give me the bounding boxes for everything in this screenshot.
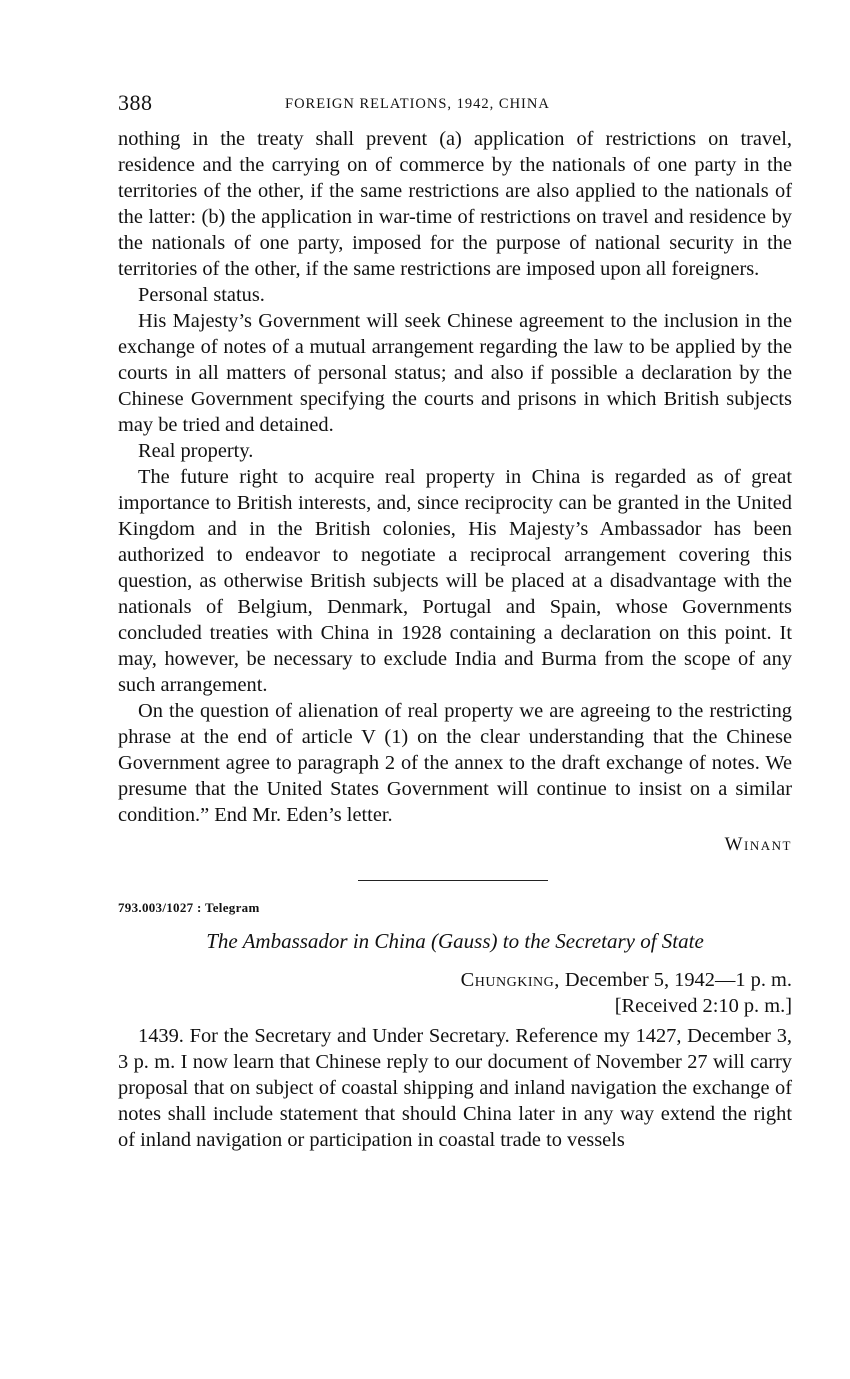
section-divider xyxy=(358,880,548,881)
paragraph-alienation: On the question of alienation of real property we are agreeing to the restricting phrase at the end of article V (1) on the clear understanding that the Chinese Government agree to paragraph 2 of the annex to the draft exchange of notes. We presume that the United States Government will continue to insist on a similar condition.” End Mr. Eden’s letter. xyxy=(118,700,792,826)
signature: Winant xyxy=(724,834,792,855)
dateline xyxy=(118,967,792,993)
received-time: [Received 2:10 p. m.] xyxy=(614,995,792,1017)
page-number: 388 xyxy=(118,90,153,115)
paragraph-personal-status: His Majesty’s Government will seek Chinese agreement to the inclusion in the exchange of notes of a mutual arrangement regarding the law to be applied by the courts in all matters of personal status; and also if possible a declaration by the Chinese Government specifying the courts and prisons in which British subjects may be tried and detained. xyxy=(118,310,792,436)
telegram-body: 1439. For the Secretary and Under Secretary. Reference my 1427, December 3, 3 p. m. I now learn that Chinese reply to our document of November 27 will carry proposal that on subject of coastal shipping and inland navigation the exchange of notes shall include statement that should China later in any way extend the right of inland navigation or participation in coastal trade to vessels xyxy=(118,1025,792,1151)
dateline-place: Chungking, xyxy=(460,969,560,991)
heading-personal-status: Personal status. xyxy=(138,284,265,306)
dateline-date: December 5, 1942—1 p. m. xyxy=(559,969,792,991)
page-header xyxy=(118,90,792,126)
document-title: The Ambassador in China (Gauss) to the Secretary of State xyxy=(206,929,704,953)
file-reference: 793.003/1027 : Telegram xyxy=(118,900,260,915)
paragraph-real-property: The future right to acquire real property in China is regarded as of great importance to British interests, and, since reciprocity can be granted in the United Kingdom and in the British colonies, His Majesty’s Ambassador has been authorized to endeavor to negotiate a reciprocal arrangement covering this question, as otherwise British subjects will be placed at a disadvantage with the nationals of Belgium, Denmark, Portugal and Spain, whose Governments concluded treaties with China in 1928 containing a declaration on this point. It may, however, be necessary to exclude India and Burma from the scope of any such arrangement. xyxy=(118,466,792,696)
paragraph-restrictions: nothing in the treaty shall prevent (a) application of restrictions on travel, residence and the carrying on of commerce by the nationals of one party in the territories of the other, if the same restrictions are also applied to the nationals of the latter: (b) the application in war-time of restrictions on travel and residence by the nationals of one party, imposed for the purpose of national security in the territories of the other, if the same restrictions are imposed upon all foreigners. xyxy=(118,128,792,280)
running-head: FOREIGN RELATIONS, 1942, CHINA xyxy=(285,96,550,112)
heading-real-property: Real property. xyxy=(138,440,254,462)
document-page xyxy=(118,90,792,1153)
